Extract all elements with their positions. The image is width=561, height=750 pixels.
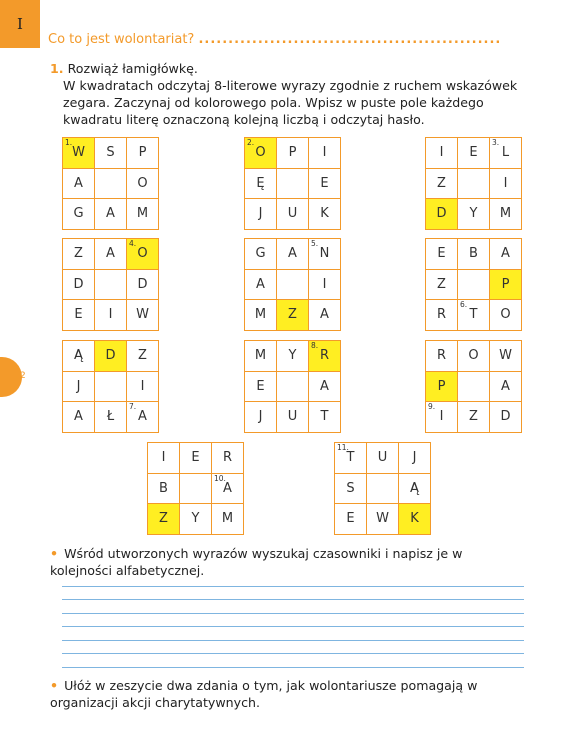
puzzle-cell: [367, 443, 399, 474]
cell-letter: R: [436, 348, 447, 364]
cell-letter: G: [73, 206, 84, 222]
puzzle-cell-empty[interactable]: [458, 372, 490, 403]
cell-letter: E: [74, 307, 83, 323]
cell-letter: I: [322, 145, 327, 161]
cell-letter: A: [288, 246, 297, 262]
puzzle-cell: [399, 504, 431, 535]
puzzle-grid: [425, 137, 522, 230]
puzzle-cell: [212, 504, 244, 535]
puzzle-cell-empty[interactable]: [95, 169, 127, 200]
cell-number: 11.: [337, 443, 349, 452]
cell-letter: N: [319, 246, 330, 262]
cell-letter: O: [500, 307, 511, 323]
cell-letter: R: [319, 348, 330, 364]
cell-letter: I: [503, 175, 508, 191]
cell-letter: P: [288, 145, 297, 161]
cell-letter: I: [161, 450, 166, 466]
puzzle-cell: [127, 169, 159, 200]
cell-letter: U: [287, 206, 298, 222]
cell-letter: A: [320, 307, 329, 323]
puzzle-cell: [426, 270, 458, 301]
cell-letter: Y: [288, 348, 297, 364]
puzzle-cell: [426, 138, 458, 169]
answer-line[interactable]: [62, 586, 524, 587]
cell-letter: A: [501, 246, 510, 262]
puzzle-grid: [244, 238, 341, 331]
cell-letter: Y: [191, 511, 200, 527]
section-title-text: Co to jest wolontariat?: [48, 32, 195, 47]
cell-letter: Z: [437, 276, 446, 292]
cell-letter: O: [468, 348, 479, 364]
cell-letter: D: [500, 409, 511, 425]
task-title: Rozwiąż łamigłówkę.: [67, 61, 198, 76]
cell-letter: Z: [469, 409, 478, 425]
puzzle-cell: [490, 372, 522, 403]
cell-letter: Ą: [74, 348, 83, 364]
puzzle-grid: [425, 340, 522, 433]
cell-letter: D: [105, 348, 116, 364]
puzzle-cell: [426, 372, 458, 403]
cell-letter: D: [436, 206, 447, 222]
cell-letter: R: [222, 450, 233, 466]
cell-letter: I: [439, 409, 444, 425]
puzzle-grid: [425, 238, 522, 331]
puzzle-grid: [62, 340, 159, 433]
cell-number: 4.: [129, 239, 137, 248]
cell-number: 9.: [428, 402, 436, 411]
cell-letter: M: [221, 511, 234, 527]
puzzle-cell: [95, 402, 127, 433]
cell-letter: U: [377, 450, 388, 466]
puzzle-cell: [490, 239, 522, 270]
cell-letter: A: [138, 409, 147, 425]
answer-line[interactable]: [62, 599, 524, 600]
cell-letter: W: [72, 145, 85, 161]
cell-letter: M: [499, 206, 512, 222]
puzzle-cell: [127, 270, 159, 301]
puzzle-grid: [62, 137, 159, 230]
puzzle-cell: [458, 341, 490, 372]
puzzle-cell: [148, 474, 180, 505]
puzzle-cell: [212, 443, 244, 474]
puzzle-grid: [62, 238, 159, 331]
puzzle-cell: [95, 341, 127, 372]
cell-letter: D: [73, 276, 84, 292]
puzzle-cell: [245, 199, 277, 230]
cell-letter: O: [137, 175, 148, 191]
puzzle-cell: [458, 300, 490, 331]
puzzle-cell: [95, 199, 127, 230]
puzzle-cell: [127, 138, 159, 169]
puzzle-cell: [63, 138, 95, 169]
cell-number: 2.: [247, 138, 255, 147]
puzzle-cell: [245, 169, 277, 200]
puzzle-cell: [180, 443, 212, 474]
puzzle-cell: [426, 341, 458, 372]
puzzle-grid: [334, 442, 431, 535]
puzzle-cell: [245, 239, 277, 270]
cell-letter: T: [346, 450, 355, 466]
puzzle-grid: [147, 442, 244, 535]
puzzle-cell: [399, 443, 431, 474]
puzzle-cell: [490, 341, 522, 372]
puzzle-cell: [367, 504, 399, 535]
puzzle-cell: [309, 402, 341, 433]
puzzle-cell: [148, 443, 180, 474]
puzzle-cell: [426, 199, 458, 230]
cell-letter: W: [136, 307, 149, 323]
puzzle-cell: [95, 239, 127, 270]
cell-letter: R: [436, 307, 447, 323]
puzzle-cell: [127, 372, 159, 403]
task-description: W kwadratach odczytaj 8-literowe wyrazy zgodnie z ruchem wskazówek zegara. Zaczynaj od kolorowego pola. Wpisz w puste pole każdego kwadratu literę oznaczoną kolejną liczbą i odczytaj hasło.: [63, 78, 518, 127]
cell-letter: J: [412, 450, 417, 466]
puzzle-cell: [148, 504, 180, 535]
cell-letter: W: [376, 511, 389, 527]
bullet-text: Wśród utworzonych wyrazów wyszukaj czasowniki i napisz je w kolejności alfabetycznej.: [50, 546, 463, 578]
cell-letter: E: [191, 450, 200, 466]
puzzle-cell: [245, 341, 277, 372]
puzzle-cell: [63, 341, 95, 372]
puzzle-cell: [245, 402, 277, 433]
section-title-dots: ...................................................: [198, 32, 502, 47]
cell-letter: S: [346, 480, 355, 496]
puzzle-cell: [490, 402, 522, 433]
answer-line[interactable]: [62, 653, 524, 654]
puzzle-cell-empty[interactable]: [95, 270, 127, 301]
page-number: 2: [20, 371, 26, 381]
cell-number: 10.: [214, 473, 226, 483]
cell-letter: Ę: [256, 175, 265, 191]
cell-letter: E: [469, 145, 478, 161]
cell-letter: I: [439, 145, 444, 161]
cell-letter: A: [320, 378, 329, 394]
puzzle-cell: [245, 300, 277, 331]
cell-number: 1.: [65, 138, 73, 147]
cell-letter: J: [76, 378, 81, 394]
puzzle-cell: [95, 138, 127, 169]
puzzle-cell: [490, 138, 522, 169]
cell-number: 6.: [460, 300, 468, 309]
cell-letter: D: [137, 276, 148, 292]
puzzle-cell: [426, 300, 458, 331]
cell-letter: T: [320, 409, 329, 425]
cell-letter: K: [410, 511, 419, 527]
cell-letter: A: [501, 378, 510, 394]
puzzle-cell: [63, 402, 95, 433]
cell-letter: I: [140, 378, 145, 394]
cell-letter: A: [106, 206, 115, 222]
cell-letter: I: [108, 307, 113, 323]
bullet-text: Ułóż w zeszycie dwa zdania o tym, jak wolontariusze pomagają w organizacji akcji charytatywnych.: [50, 678, 478, 710]
cell-letter: E: [256, 378, 265, 394]
cell-letter: M: [254, 307, 267, 323]
puzzle-cell: [490, 300, 522, 331]
puzzle-cell: [277, 138, 309, 169]
bullet-task-verbs: [50, 545, 525, 579]
puzzle-cell: [458, 199, 490, 230]
puzzle-cell: [277, 402, 309, 433]
puzzle-cell: [309, 169, 341, 200]
cell-letter: Z: [138, 348, 147, 364]
puzzle-cell: [277, 341, 309, 372]
cell-number: 5.: [311, 239, 319, 248]
cell-letter: A: [223, 480, 232, 496]
cell-letter: W: [499, 348, 512, 364]
cell-letter: M: [254, 348, 267, 364]
puzzle-cell-empty[interactable]: [277, 270, 309, 301]
cell-letter: Ł: [106, 409, 115, 425]
puzzle-cell: [426, 239, 458, 270]
chapter-tab: I: [0, 0, 40, 48]
cell-letter: A: [74, 175, 83, 191]
cell-letter: A: [74, 409, 83, 425]
puzzle-cell: [309, 199, 341, 230]
cell-letter: M: [136, 206, 149, 222]
cell-letter: E: [320, 175, 329, 191]
cell-letter: I: [322, 276, 327, 292]
puzzle-cell-empty[interactable]: [277, 169, 309, 200]
puzzle-cell: [245, 270, 277, 301]
cell-letter: E: [346, 511, 355, 527]
answer-line[interactable]: [62, 640, 524, 641]
puzzle-cell: [458, 402, 490, 433]
puzzle-cell: [335, 474, 367, 505]
puzzle-cell: [309, 239, 341, 270]
puzzle-cell: [277, 300, 309, 331]
cell-letter: J: [258, 409, 263, 425]
puzzle-cell: [127, 300, 159, 331]
puzzle-cell: [309, 341, 341, 372]
puzzle-cell: [95, 300, 127, 331]
bullet-dot: •: [50, 546, 59, 561]
cell-letter: Z: [74, 246, 83, 262]
cell-number: 3.: [492, 138, 500, 147]
cell-letter: K: [320, 206, 329, 222]
bullet-dot: •: [50, 678, 59, 693]
puzzle-grid: [244, 137, 341, 230]
cell-letter: A: [256, 276, 265, 292]
puzzle-cell: [63, 270, 95, 301]
cell-letter: S: [106, 145, 115, 161]
puzzle-cell: [63, 239, 95, 270]
cell-letter: P: [501, 276, 510, 292]
puzzle-cell-empty[interactable]: [180, 474, 212, 505]
puzzle-cell: [490, 169, 522, 200]
bullet-task-sentences: [50, 677, 525, 711]
puzzle-cell: [127, 239, 159, 270]
puzzle-cell-empty[interactable]: [458, 270, 490, 301]
puzzle-cell: [426, 169, 458, 200]
puzzle-cell: [127, 402, 159, 433]
cell-letter: B: [159, 480, 168, 496]
cell-letter: P: [437, 378, 446, 394]
cell-letter: Z: [159, 511, 168, 527]
puzzle-cell: [212, 474, 244, 505]
puzzle-cell-empty[interactable]: [95, 372, 127, 403]
cell-letter: U: [287, 409, 298, 425]
task-number: 1.: [50, 61, 64, 76]
cell-letter: E: [437, 246, 446, 262]
cell-letter: J: [258, 206, 263, 222]
puzzle-cell: [335, 443, 367, 474]
cell-letter: P: [138, 145, 147, 161]
cell-letter: L: [501, 145, 510, 161]
cell-letter: O: [137, 246, 148, 262]
puzzle-cell: [245, 138, 277, 169]
cell-letter: Ą: [410, 480, 419, 496]
puzzle-cell: [127, 341, 159, 372]
cell-letter: Z: [437, 175, 446, 191]
cell-number: 7.: [129, 402, 137, 411]
cell-letter: B: [469, 246, 478, 262]
section-title: [48, 32, 528, 47]
cell-number: 8.: [311, 341, 319, 350]
puzzle-cell: [180, 504, 212, 535]
puzzle-cell: [309, 300, 341, 331]
puzzle-cell: [490, 199, 522, 230]
puzzle-cell: [399, 474, 431, 505]
puzzle-cell: [458, 239, 490, 270]
puzzle-cell: [309, 270, 341, 301]
puzzle-cell-empty[interactable]: [277, 372, 309, 403]
task-1: [50, 60, 525, 128]
answer-line[interactable]: [62, 626, 524, 627]
puzzle-cell-empty[interactable]: [367, 474, 399, 505]
puzzle-cell: [426, 402, 458, 433]
puzzle-cell: [490, 270, 522, 301]
puzzle-cell: [63, 300, 95, 331]
puzzle-cell: [458, 138, 490, 169]
puzzle-cell: [63, 199, 95, 230]
puzzle-cell-empty[interactable]: [458, 169, 490, 200]
puzzle-grid: [244, 340, 341, 433]
answer-line[interactable]: [62, 613, 524, 614]
cell-letter: T: [469, 307, 478, 323]
puzzle-cell: [245, 372, 277, 403]
puzzle-cell: [335, 504, 367, 535]
puzzle-cell: [309, 372, 341, 403]
cell-letter: G: [255, 246, 266, 262]
page-side-tab: [0, 357, 22, 397]
puzzle-cell: [63, 169, 95, 200]
cell-letter: Y: [469, 206, 478, 222]
cell-letter: O: [255, 145, 266, 161]
puzzle-cell: [127, 199, 159, 230]
cell-letter: Z: [288, 307, 297, 323]
puzzle-cell: [277, 199, 309, 230]
cell-letter: A: [106, 246, 115, 262]
puzzle-cell: [63, 372, 95, 403]
puzzle-cell: [277, 239, 309, 270]
puzzle-cell: [309, 138, 341, 169]
answer-line[interactable]: [62, 667, 524, 668]
